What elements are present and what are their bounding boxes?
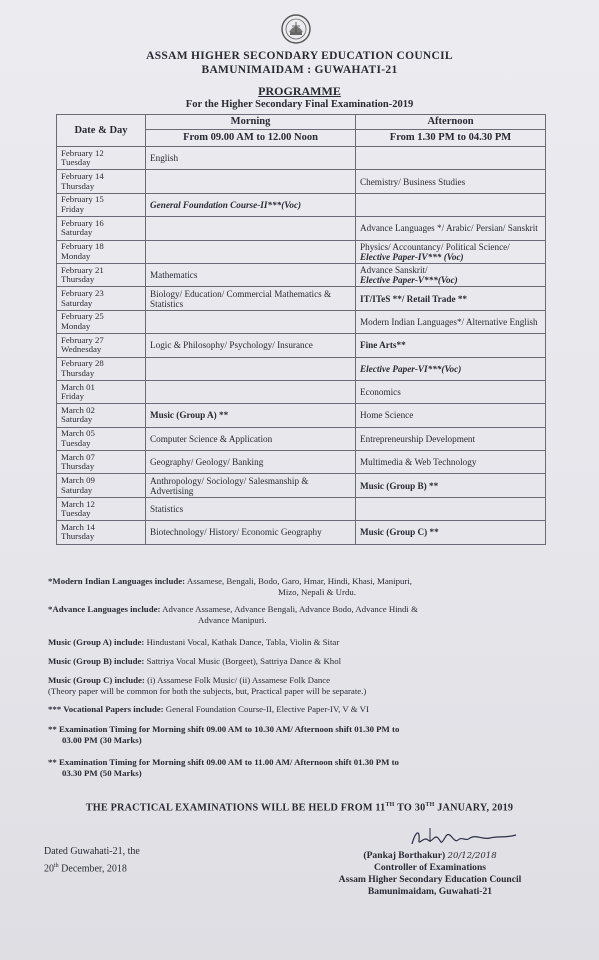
date-cell: February 12 Tuesday — [57, 147, 146, 170]
signature-date: 20/12/2018 — [447, 851, 497, 861]
morning-header: Morning — [146, 115, 356, 130]
date-cell: March 05 Tuesday — [57, 427, 146, 450]
table-row — [57, 217, 546, 240]
date-day-header: Date & Day — [57, 115, 146, 147]
signatory-block — [300, 850, 560, 898]
note-modern-indian-languages: *Modern Indian Languages include: Assamese, Bengali, Bodo, Garo, Hmar, Hindi, Khasi, Manipuri, Mizo, Nepali & Urdu. — [48, 576, 412, 597]
table-row — [57, 170, 546, 193]
table-row — [57, 193, 546, 216]
afternoon-cell: Advance Sanskrit/ Elective Paper-V***(Voc) — [356, 263, 546, 286]
signatory-designation: Controller of Examinations — [373, 862, 487, 873]
afternoon-cell — [356, 193, 546, 216]
signature-icon — [410, 826, 540, 852]
morning-cell: Logic & Philosophy/ Psychology/ Insurance — [146, 334, 356, 357]
afternoon-cell: Elective Paper-VI***(Voc) — [356, 357, 546, 380]
exam-schedule-table — [56, 114, 546, 545]
programme-subtitle: For the Higher Secondary Final Examination-2019 — [185, 99, 414, 110]
afternoon-cell: Home Science — [356, 404, 546, 427]
morning-cell: Statistics — [146, 497, 356, 520]
table-row — [57, 474, 546, 497]
table-row — [57, 497, 546, 520]
morning-cell: Mathematics — [146, 263, 356, 286]
table-row — [57, 427, 546, 450]
morning-cell — [146, 217, 356, 240]
afternoon-cell: Entrepreneurship Development — [356, 427, 546, 450]
table-row — [57, 521, 546, 544]
note-timing-50-marks: ** Examination Timing for Morning shift 09.00 AM to 11.00 AM/ Afternoon shift 01.30 PM to 03.30 PM (50 Marks) — [48, 757, 399, 778]
dated-block: Dated Guwahati-21, the 20th December, 2018 — [44, 846, 140, 875]
date-cell: February 27 Wednesday — [57, 334, 146, 357]
date-cell: February 15 Friday — [57, 193, 146, 216]
morning-cell: General Foundation Course-II***(Voc) — [146, 193, 356, 216]
afternoon-cell: Advance Languages */ Arabic/ Persian/ Sanskrit — [356, 217, 546, 240]
date-cell: March 09 Saturday — [57, 474, 146, 497]
table-row — [57, 263, 546, 286]
programme-title: PROGRAMME — [258, 84, 341, 98]
afternoon-time-header: From 1.30 PM to 04.30 PM — [356, 130, 546, 147]
morning-cell — [146, 170, 356, 193]
afternoon-cell — [356, 147, 546, 170]
morning-cell: Anthropology/ Sociology/ Salesmanship & Advertising — [146, 474, 356, 497]
morning-cell: Geography/ Geology/ Banking — [146, 451, 356, 474]
date-cell: February 18 Monday — [57, 240, 146, 263]
afternoon-cell: Chemistry/ Business Studies — [356, 170, 546, 193]
date-cell: March 07 Thursday — [57, 451, 146, 474]
date-cell: February 16 Saturday — [57, 217, 146, 240]
afternoon-cell: Economics — [356, 380, 546, 403]
practical-exam-notice: THE PRACTICAL EXAMINATIONS WILL BE HELD FROM 11TH TO 30TH JANUARY, 2019 — [85, 802, 514, 814]
date-cell: March 01 Friday — [57, 380, 146, 403]
table-row — [57, 287, 546, 310]
afternoon-header: Afternoon — [356, 115, 546, 130]
morning-cell: Biology/ Education/ Commercial Mathematics & Statistics — [146, 287, 356, 310]
date-cell: March 14 Thursday — [57, 521, 146, 544]
date-cell: February 23 Saturday — [57, 287, 146, 310]
note-music-group-c: Music (Group C) include: (i) Assamese Folk Music/ (ii) Assamese Folk Dance (Theory paper will be common for both the subjects, but, Practical paper will be separate.) — [48, 675, 367, 696]
table-row — [57, 357, 546, 380]
morning-cell — [146, 310, 356, 333]
signatory-address: Bamunimaidam, Guwahati-21 — [367, 886, 493, 897]
table-row — [57, 147, 546, 170]
date-cell: March 12 Tuesday — [57, 497, 146, 520]
table-row — [57, 404, 546, 427]
table-row — [57, 240, 546, 263]
afternoon-cell: Music (Group C) ** — [356, 521, 546, 544]
afternoon-cell: Fine Arts** — [356, 334, 546, 357]
note-music-group-a: Music (Group A) include: Hindustani Vocal, Kathak Dance, Tabla, Violin & Sitar — [48, 637, 340, 647]
date-cell: March 02 Saturday — [57, 404, 146, 427]
morning-cell — [146, 240, 356, 263]
morning-time-header: From 09.00 AM to 12.00 Noon — [146, 130, 356, 147]
afternoon-cell: Multimedia & Web Technology — [356, 451, 546, 474]
table-row — [57, 310, 546, 333]
signatory-name: (Pankaj Borthakur) — [363, 850, 446, 861]
morning-cell: Computer Science & Application — [146, 427, 356, 450]
table-row — [57, 380, 546, 403]
signatory-org: Assam Higher Secondary Education Council — [338, 874, 522, 885]
note-vocational-papers: *** Vocational Papers include: General Foundation Course-II, Elective Paper-IV, V & VI — [48, 704, 369, 714]
morning-cell: English — [146, 147, 356, 170]
morning-cell — [146, 380, 356, 403]
afternoon-cell: Physics/ Accountancy/ Political Science/ Elective Paper-IV*** (Voc) — [356, 240, 546, 263]
note-music-group-b: Music (Group B) include: Sattriya Vocal Music (Borgeet), Sattriya Dance & Khol — [48, 656, 342, 666]
afternoon-cell: IT/ITeS **/ Retail Trade ** — [356, 287, 546, 310]
council-emblem-icon — [280, 13, 312, 45]
table-row — [57, 334, 546, 357]
afternoon-cell — [356, 497, 546, 520]
morning-cell — [146, 357, 356, 380]
date-cell: February 25 Monday — [57, 310, 146, 333]
morning-cell: Music (Group A) ** — [146, 404, 356, 427]
afternoon-cell: Music (Group B) ** — [356, 474, 546, 497]
note-timing-30-marks: ** Examination Timing for Morning shift 09.00 AM to 10.30 AM/ Afternoon shift 01.30 PM to 03.00 PM (30 Marks) — [48, 724, 400, 745]
note-advance-languages: *Advance Languages include: Advance Assamese, Advance Bengali, Advance Bodo, Advance Hindi & Advance Manipuri. — [48, 604, 418, 625]
council-name: ASSAM HIGHER SECONDARY EDUCATION COUNCIL — [146, 50, 453, 62]
date-cell: February 28 Thursday — [57, 357, 146, 380]
council-address: BAMUNIMAIDAM : GUWAHATI-21 — [201, 64, 398, 76]
morning-cell: Biotechnology/ History/ Economic Geography — [146, 521, 356, 544]
date-cell: February 14 Thursday — [57, 170, 146, 193]
date-cell: February 21 Thursday — [57, 263, 146, 286]
table-row — [57, 451, 546, 474]
afternoon-cell: Modern Indian Languages*/ Alternative English — [356, 310, 546, 333]
